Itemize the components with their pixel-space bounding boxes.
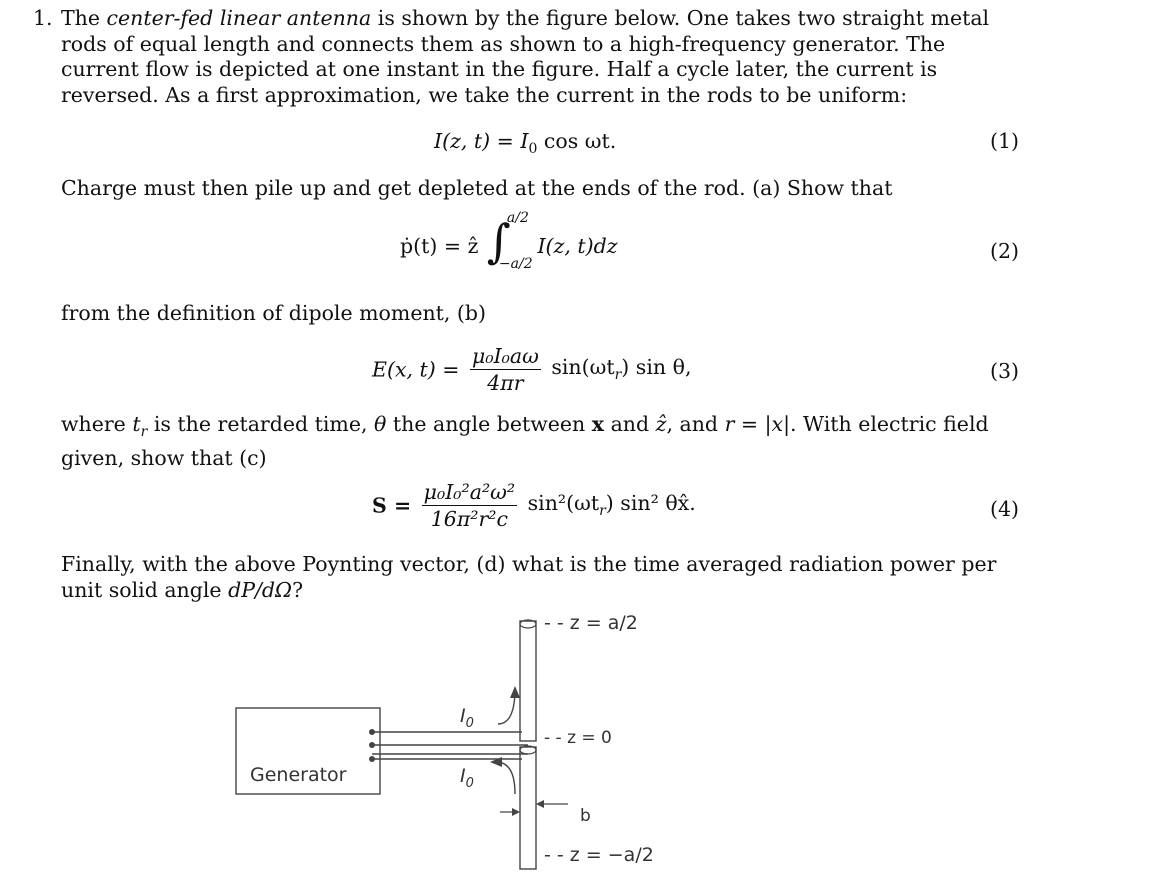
- antenna-figure: [228, 604, 698, 879]
- z-label-bottom: - - z = −a/2: [544, 844, 654, 866]
- equation-4-fraction: $\frac{\text{μ₀I₀²a²ω²}}{\text{16π²r²c}}$: [423, 480, 516, 531]
- width-marker-right-head: [536, 800, 544, 808]
- current-arrow-up-head: [510, 686, 520, 698]
- intro-term: center-fed linear antenna: [106, 6, 372, 30]
- generator-label: Generator: [250, 764, 347, 786]
- intro-paragraph: The center-fed linear antenna is shown by the figure below. One takes two straight metal rods of equal length and connects them as shown to a high-frequency generator. The current flow is depicted at one instant in the figure. Half a cycle later, the current is reversed. As a first approximation, we take the current in the rods to be uniform:: [61, 6, 990, 107]
- dipole-paragraph: from the definition of dipole moment, (b): [61, 301, 487, 325]
- integral-sign: ∫ a/2 −a/2: [486, 210, 533, 272]
- finally-paragraph: Finally, with the above Poynting vector, (d) what is the time averaged radiation power per unit solid angle dP/dΩ?: [61, 552, 997, 602]
- equation-2: ṗ(t) = ẑ ∫ a/2 −a/2 I(z, t)dz: [400, 210, 618, 272]
- z-label-mid: - - z = 0: [544, 728, 612, 748]
- equation-2-number: (2): [989, 239, 1019, 263]
- problem-number: 1.: [33, 6, 53, 30]
- equation-3: E(x, t) = $\frac{\text{μ₀I₀aω}}{4\pi r}$ $\sin(\omega t_r)$ sin θ,: [372, 344, 692, 395]
- equation-3-fraction: $\frac{\text{μ₀I₀aω}}{4\pi r}$: [472, 344, 539, 395]
- lower-rod: [520, 747, 536, 869]
- upper-rod: [520, 621, 536, 741]
- z-label-top: - - z = a/2: [544, 612, 638, 634]
- current-label-bottom: $I_0$: [460, 765, 474, 791]
- current-arrow-down: [496, 762, 515, 794]
- equation-4: S = $\frac{\text{μ₀I₀²a²ω²}}{\text{16π²r²c}}$ $\sin^2(\omega t_r)$ sin² θx̂.: [372, 480, 696, 531]
- equation-4-number: (4): [989, 497, 1019, 521]
- equation-3-number: (3): [989, 359, 1019, 383]
- width-label: b: [580, 806, 591, 826]
- current-label-top: $I_0$: [460, 705, 474, 731]
- width-marker-left-head: [512, 808, 520, 816]
- equation-1: I(z, $t) = I_0$ cos ωt.: [434, 129, 617, 158]
- charge-paragraph: Charge must then pile up and get depleted at the ends of the rod. (a) Show that: [61, 176, 893, 200]
- equation-1-number: (1): [989, 129, 1019, 153]
- where-paragraph: where $t_r$ is the retarded time, θ the angle between x and ẑ, and r = |x|. With electric field given, show that (c): [61, 412, 989, 470]
